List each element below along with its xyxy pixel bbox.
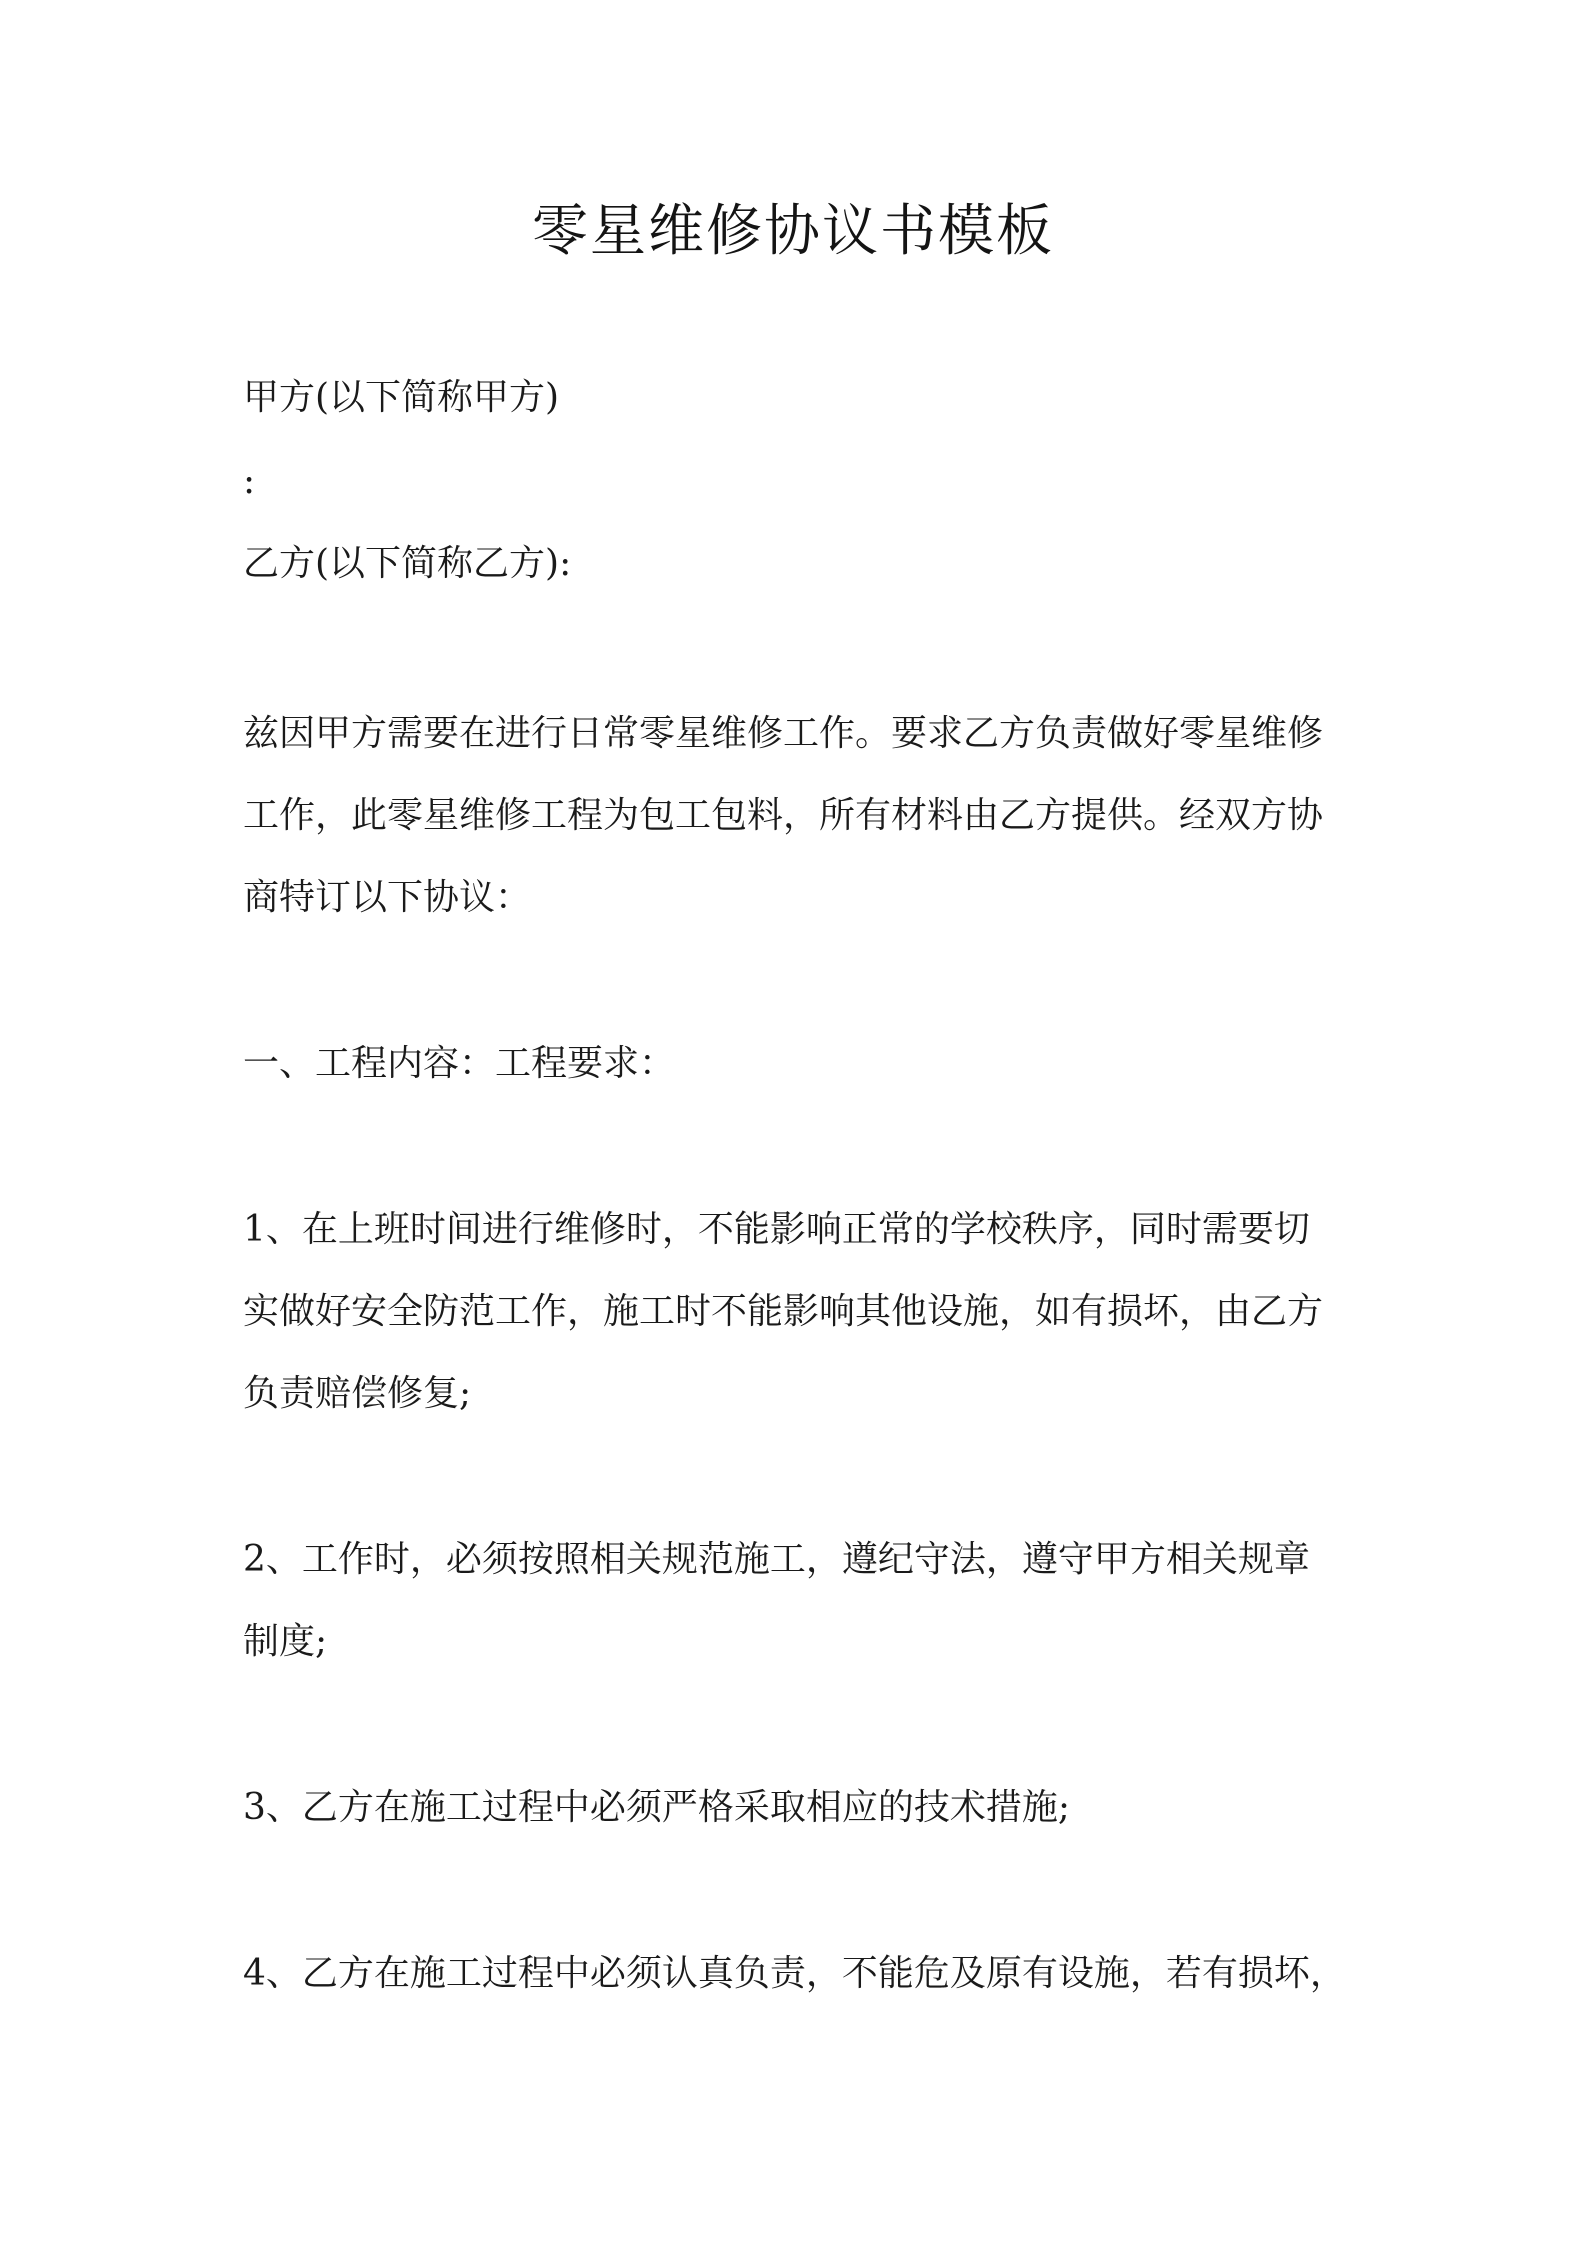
intro-line: 商特订以下协议： (243, 877, 532, 918)
section-heading: 一、工程内容：工程要求： (243, 1043, 676, 1084)
clause-line: 实做好安全防范工作，施工时不能影响其他设施，如有损坏，由乙方 (243, 1291, 1324, 1332)
intro-line: 兹因甲方需要在进行日常零星维修工作。要求乙方负责做好零星维修 (243, 713, 1324, 754)
clause-line: 1、在上班时间进行维修时，不能影响正常的学校秩序，同时需要切 (243, 1209, 1310, 1250)
clause-line: 负责赔偿修复; (243, 1373, 472, 1414)
party-a-label: 甲方(以下简称甲方) (243, 377, 560, 418)
clause-line: 3、乙方在施工过程中必须严格采取相应的技术措施; (243, 1787, 1071, 1828)
clause-line: 制度; (243, 1621, 328, 1662)
clause-line: 2、工作时，必须按照相关规范施工，遵纪守法，遵守甲方相关规章 (243, 1539, 1310, 1580)
intro-line: 工作，此零星维修工程为包工包料，所有材料由乙方提供。经双方协 (243, 795, 1324, 836)
clause-line: 4、乙方在施工过程中必须认真负责，不能危及原有设施，若有损坏， (243, 1953, 1346, 1994)
document-title: 零星维修协议书模板 (532, 199, 1054, 264)
party-a-colon: : (243, 461, 256, 502)
party-b-label: 乙方(以下简称乙方): (243, 543, 572, 584)
